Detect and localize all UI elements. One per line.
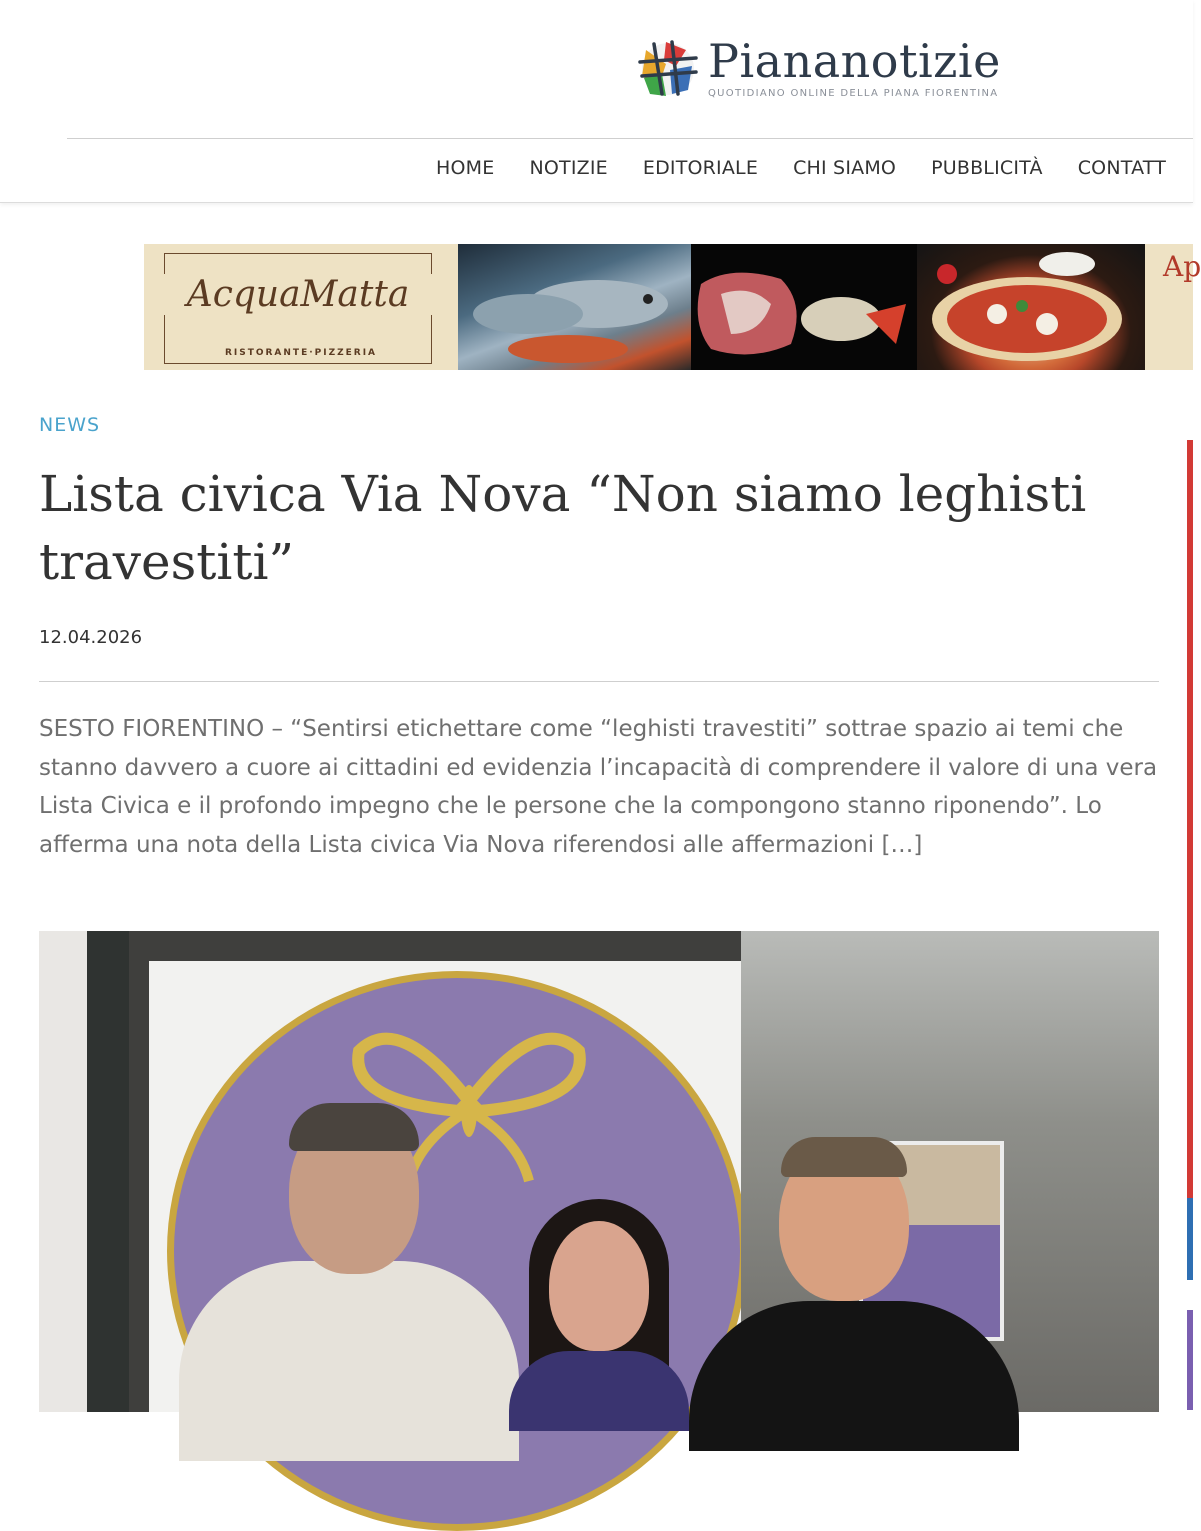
site-name: Piananotizie — [708, 34, 1001, 88]
person-center-body — [509, 1351, 689, 1431]
banner-trailing — [1145, 244, 1201, 370]
site-tagline: QUOTIDIANO ONLINE DELLA PIANA FIORENTINA — [708, 88, 999, 99]
person-center-head — [549, 1221, 649, 1351]
banner-photo-fish — [458, 244, 691, 370]
banner-photo-meat — [691, 244, 917, 370]
person-left-body — [179, 1261, 519, 1461]
banner-subtitle: RISTORANTE·PIZZERIA — [224, 348, 378, 358]
side-tab-red[interactable] — [1187, 440, 1193, 1200]
person-left-hair — [289, 1103, 419, 1151]
article-excerpt: SESTO FIORENTINO – “Sentirsi etichettare come “leghisti travestiti” sottrae spazio ai temi che stanno davvero a cuore ai cittadini ed evidenzia l’incapacità di comprendere il valore di una vera Lista Civica e il profondo impegno che le persone che la compongono stanno riponendo”. Lo afferma una nota della Lista civica Via Nova riferendosi alle affermazioni […] — [39, 716, 1158, 858]
banner-logo — [144, 244, 458, 370]
main-nav — [436, 157, 1201, 179]
banner-photo-pizza — [917, 244, 1145, 370]
site-logo[interactable] — [636, 36, 1016, 106]
article-divider — [39, 681, 1159, 682]
person-right-body — [689, 1301, 1019, 1451]
person-right-hair — [781, 1137, 907, 1177]
ad-banner[interactable] — [144, 244, 1201, 370]
nav-item-contatti[interactable]: CONTATT — [1077, 157, 1167, 179]
article-title[interactable]: Lista civica Via Nova “Non siamo leghisti travestiti” — [39, 465, 1087, 591]
nav-item-chi-siamo[interactable]: CHI SIAMO — [793, 157, 897, 179]
article-date: 12.04.2026 — [39, 627, 143, 648]
site-header — [0, 0, 1193, 203]
photo-window — [87, 931, 129, 1412]
side-tab-purple[interactable] — [1187, 1310, 1193, 1410]
nav-item-pubblicita[interactable]: PUBBLICITÀ — [931, 157, 1043, 179]
header-divider — [67, 138, 1193, 139]
banner-brand: AcquaMatta — [144, 274, 452, 315]
article-photo[interactable] — [39, 931, 1159, 1412]
banner-trailing-text: Ap — [1163, 250, 1201, 283]
nav-item-home[interactable]: HOME — [436, 157, 495, 179]
logo-mark-icon — [636, 36, 700, 100]
logo-text — [708, 36, 1001, 99]
nav-item-notizie[interactable]: NOTIZIE — [529, 157, 608, 179]
nav-item-editoriale[interactable]: EDITORIALE — [642, 157, 759, 179]
photo-door-frame — [39, 931, 87, 1412]
side-tab-blue[interactable] — [1187, 1198, 1193, 1280]
article-category[interactable]: NEWS — [39, 414, 101, 436]
